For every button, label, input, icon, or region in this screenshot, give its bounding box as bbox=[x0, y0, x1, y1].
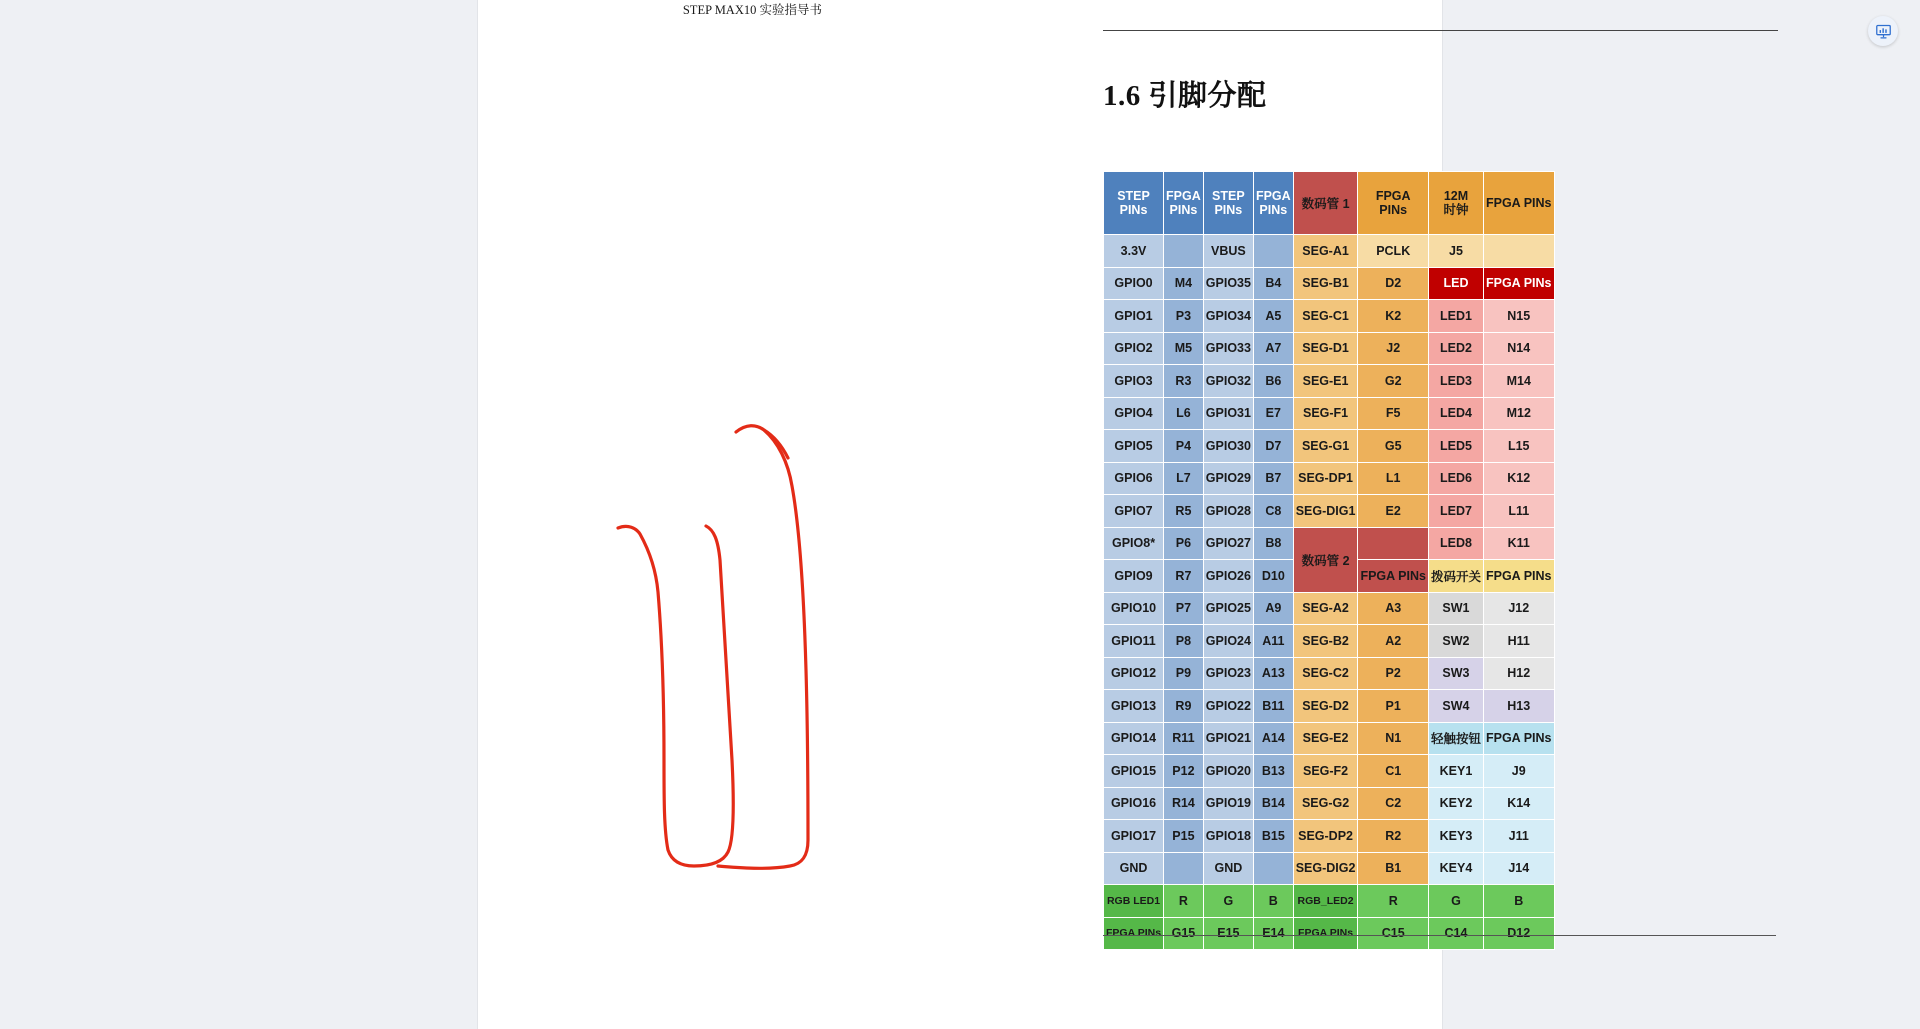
table-row bbox=[1104, 235, 1555, 268]
table-row bbox=[1104, 365, 1555, 398]
cell-fpga-pin: P12 bbox=[1164, 755, 1204, 788]
cell-fpga-pin: A2 bbox=[1358, 625, 1429, 658]
table-header-row bbox=[1104, 172, 1555, 235]
cell-led: LED3 bbox=[1428, 365, 1483, 398]
cell-seg: SEG-DIG2 bbox=[1293, 852, 1358, 885]
cell-digital-tube-2-label: 数码管 2 bbox=[1293, 527, 1358, 592]
cell-fpga-pin: N14 bbox=[1483, 332, 1554, 365]
cell-fpga-pin: L11 bbox=[1483, 495, 1554, 528]
cell-step-pin: GPIO27 bbox=[1203, 527, 1253, 560]
cell-seg: SEG-D1 bbox=[1293, 332, 1358, 365]
cell-switch-group-header: 拨码开关 bbox=[1428, 560, 1483, 593]
table-bottom-rule bbox=[1103, 935, 1776, 936]
cell-rgb-led1-label: RGB LED1 bbox=[1104, 885, 1164, 918]
page-title: 1.6 引脚分配 bbox=[1103, 80, 1267, 112]
cell-fpga-pin: C2 bbox=[1358, 787, 1429, 820]
document-page bbox=[478, 0, 1552, 1029]
cell-fpga-pin: L7 bbox=[1164, 462, 1204, 495]
cell-step-pin: GPIO10 bbox=[1104, 592, 1164, 625]
cell-fpga-pin: C15 bbox=[1358, 917, 1429, 950]
cell-key: KEY1 bbox=[1428, 755, 1483, 788]
cell-seg: SEG-G1 bbox=[1293, 430, 1358, 463]
header-divider bbox=[1103, 30, 1778, 31]
cell-fpga-pin: C8 bbox=[1253, 495, 1293, 528]
presentation-chart-icon bbox=[1875, 23, 1892, 40]
cell-switch: SW1 bbox=[1428, 592, 1483, 625]
cell-step-pin: GPIO4 bbox=[1104, 397, 1164, 430]
cell-step-pin: GND bbox=[1104, 852, 1164, 885]
cell-step-pin: GPIO19 bbox=[1203, 787, 1253, 820]
cell-fpga-pin: M4 bbox=[1164, 267, 1204, 300]
cell-step-pin: GPIO25 bbox=[1203, 592, 1253, 625]
cell-seg: SEG-DP2 bbox=[1293, 820, 1358, 853]
cell-step-pin: GPIO2 bbox=[1104, 332, 1164, 365]
table-row bbox=[1104, 430, 1555, 463]
cell-seg: SEG-C1 bbox=[1293, 300, 1358, 333]
cell-fpga-pin: A7 bbox=[1253, 332, 1293, 365]
cell-fpga-pin: R14 bbox=[1164, 787, 1204, 820]
page-header-text: STEP MAX10 实验指导书 bbox=[682, 3, 822, 17]
cell-fpga-pins-header: FPGA PINs bbox=[1483, 560, 1554, 593]
cell-step-pin: GPIO26 bbox=[1203, 560, 1253, 593]
cell-seg: SEG-E1 bbox=[1293, 365, 1358, 398]
cell-fpga-pin: G15 bbox=[1164, 917, 1204, 950]
table-row bbox=[1104, 885, 1555, 918]
cell-fpga-pin: E14 bbox=[1253, 917, 1293, 950]
cell-fpga-pin: E15 bbox=[1203, 917, 1253, 950]
cell-step-pin: GPIO32 bbox=[1203, 365, 1253, 398]
cell-fpga-pins-header: FPGA PINs bbox=[1483, 267, 1554, 300]
cell-fpga-pin: P8 bbox=[1164, 625, 1204, 658]
pin-assignment-table bbox=[1103, 171, 1555, 950]
cell-step-pin: VBUS bbox=[1203, 235, 1253, 268]
table-row bbox=[1104, 657, 1555, 690]
cell-fpga-pin: B4 bbox=[1253, 267, 1293, 300]
cell-seg: SEG-E2 bbox=[1293, 722, 1358, 755]
table-row bbox=[1104, 787, 1555, 820]
table-row bbox=[1104, 397, 1555, 430]
cell-rgb-channel: B bbox=[1483, 885, 1554, 918]
cell-seg: SEG-F2 bbox=[1293, 755, 1358, 788]
cell-fpga-pin: D2 bbox=[1358, 267, 1429, 300]
cell-clock: J5 bbox=[1428, 235, 1483, 268]
cell-rgb-led2-label: RGB_LED2 bbox=[1293, 885, 1358, 918]
cell-step-pin: GPIO15 bbox=[1104, 755, 1164, 788]
cell-fpga-pin: P7 bbox=[1164, 592, 1204, 625]
cell-fpga-pin: D10 bbox=[1253, 560, 1293, 593]
header-cell-digital-tube-1: 数码管 1 bbox=[1293, 172, 1358, 235]
header-cell-fpga-pins-3: FPGA PINs bbox=[1358, 172, 1429, 235]
cell-fpga-pin: L6 bbox=[1164, 397, 1204, 430]
table-row bbox=[1104, 755, 1555, 788]
cell-led: LED1 bbox=[1428, 300, 1483, 333]
cell-key: KEY3 bbox=[1428, 820, 1483, 853]
cell-step-pin: GPIO0 bbox=[1104, 267, 1164, 300]
cell-step-pin: GPIO12 bbox=[1104, 657, 1164, 690]
cell-fpga-pin: H13 bbox=[1483, 690, 1554, 723]
table-row bbox=[1104, 625, 1555, 658]
table-row bbox=[1104, 722, 1555, 755]
cell-seg: SEG-C2 bbox=[1293, 657, 1358, 690]
cell-seg: SEG-DIG1 bbox=[1293, 495, 1358, 528]
cell-fpga-pin: B7 bbox=[1253, 462, 1293, 495]
cell-fpga-pin: N15 bbox=[1483, 300, 1554, 333]
cell-step-pin: GPIO6 bbox=[1104, 462, 1164, 495]
cell-step-pin: GPIO23 bbox=[1203, 657, 1253, 690]
cell-fpga-pin: P15 bbox=[1164, 820, 1204, 853]
cell-fpga-pin: A13 bbox=[1253, 657, 1293, 690]
cell-fpga-pin: H12 bbox=[1483, 657, 1554, 690]
cell-fpga-pin: A3 bbox=[1358, 592, 1429, 625]
cell-step-pin: GPIO18 bbox=[1203, 820, 1253, 853]
cell-led: LED8 bbox=[1428, 527, 1483, 560]
cell-step-pin: GPIO11 bbox=[1104, 625, 1164, 658]
cell-step-pin: GPIO16 bbox=[1104, 787, 1164, 820]
cell-key-group-header: 轻触按钮 bbox=[1428, 722, 1483, 755]
cell-fpga-pin: K2 bbox=[1358, 300, 1429, 333]
cell-fpga-pin: K12 bbox=[1483, 462, 1554, 495]
cell-fpga-pin: R5 bbox=[1164, 495, 1204, 528]
cell-fpga-pin: D7 bbox=[1253, 430, 1293, 463]
cell-step-pin: GPIO30 bbox=[1203, 430, 1253, 463]
cell-switch: SW4 bbox=[1428, 690, 1483, 723]
cell-fpga-pin: J12 bbox=[1483, 592, 1554, 625]
table-row bbox=[1104, 820, 1555, 853]
cell-fpga-pin: P6 bbox=[1164, 527, 1204, 560]
cell-fpga-pin: P3 bbox=[1164, 300, 1204, 333]
header-cell-fpga-pins-4: FPGA PINs bbox=[1483, 172, 1554, 235]
cell-fpga-pin bbox=[1164, 235, 1204, 268]
cell-fpga-pin: P9 bbox=[1164, 657, 1204, 690]
cell-led: LED5 bbox=[1428, 430, 1483, 463]
table-row bbox=[1104, 267, 1555, 300]
cell-fpga-pin: B15 bbox=[1253, 820, 1293, 853]
cell-fpga-pin bbox=[1164, 852, 1204, 885]
cell-fpga-pin: K14 bbox=[1483, 787, 1554, 820]
header-cell-12m-clock: 12M 时钟 bbox=[1428, 172, 1483, 235]
cell-fpga-pin bbox=[1253, 235, 1293, 268]
cell-step-pin: GPIO34 bbox=[1203, 300, 1253, 333]
cell-fpga-pin: E2 bbox=[1358, 495, 1429, 528]
table-row bbox=[1104, 462, 1555, 495]
cell-step-pin: GPIO8* bbox=[1104, 527, 1164, 560]
cell-step-pin: GPIO7 bbox=[1104, 495, 1164, 528]
cell-step-pin: GPIO29 bbox=[1203, 462, 1253, 495]
table-row bbox=[1104, 592, 1555, 625]
cell-step-pin: GPIO22 bbox=[1203, 690, 1253, 723]
cell-key: KEY2 bbox=[1428, 787, 1483, 820]
cell-step-pin: GPIO1 bbox=[1104, 300, 1164, 333]
cell-seg: SEG-F1 bbox=[1293, 397, 1358, 430]
cell-fpga-pin: C1 bbox=[1358, 755, 1429, 788]
header-cell-fpga-pins-2: FPGA PINs bbox=[1253, 172, 1293, 235]
cell-fpga-pin: PCLK bbox=[1358, 235, 1429, 268]
cell-step-pin: GPIO9 bbox=[1104, 560, 1164, 593]
table-row bbox=[1104, 495, 1555, 528]
cell-led-group-header: LED bbox=[1428, 267, 1483, 300]
cell-seg: SEG-G2 bbox=[1293, 787, 1358, 820]
cell-rgb-channel: G bbox=[1428, 885, 1483, 918]
header-cell-step-pins-1: STEP PINs bbox=[1104, 172, 1164, 235]
cell-step-pin: GPIO20 bbox=[1203, 755, 1253, 788]
cell-rgb-channel: B bbox=[1253, 885, 1293, 918]
table-row bbox=[1104, 332, 1555, 365]
cell-fpga-pin bbox=[1483, 235, 1554, 268]
cell-led: LED7 bbox=[1428, 495, 1483, 528]
table-row bbox=[1104, 527, 1555, 560]
cell-fpga-pin: C14 bbox=[1428, 917, 1483, 950]
cell-step-pin: GND bbox=[1203, 852, 1253, 885]
table-row bbox=[1104, 852, 1555, 885]
header-cell-step-pins-2: STEP PINs bbox=[1203, 172, 1253, 235]
cell-rgb-channel: R bbox=[1164, 885, 1204, 918]
cell-led: LED2 bbox=[1428, 332, 1483, 365]
cell-fpga-pin: M5 bbox=[1164, 332, 1204, 365]
cell-fpga-pin: J14 bbox=[1483, 852, 1554, 885]
cell-step-pin: GPIO35 bbox=[1203, 267, 1253, 300]
cell-fpga-pin: P1 bbox=[1358, 690, 1429, 723]
cell-fpga-pin: R11 bbox=[1164, 722, 1204, 755]
cell-fpga-pin: R3 bbox=[1164, 365, 1204, 398]
cell-step-pin: GPIO21 bbox=[1203, 722, 1253, 755]
cell-fpga-pin: R9 bbox=[1164, 690, 1204, 723]
cell-fpga-pin: B14 bbox=[1253, 787, 1293, 820]
cell-fpga-pin: M14 bbox=[1483, 365, 1554, 398]
cell-fpga-pin: P2 bbox=[1358, 657, 1429, 690]
cell-fpga-pin: D12 bbox=[1483, 917, 1554, 950]
cell-fpga-pin: J2 bbox=[1358, 332, 1429, 365]
cell-seg: SEG-A2 bbox=[1293, 592, 1358, 625]
cell-fpga-pin: J11 bbox=[1483, 820, 1554, 853]
cell-fpga-pins-upper bbox=[1358, 527, 1429, 560]
cell-fpga-pin: B6 bbox=[1253, 365, 1293, 398]
cell-fpga-pin: L1 bbox=[1358, 462, 1429, 495]
cell-fpga-pin: N1 bbox=[1358, 722, 1429, 755]
cell-seg: SEG-B1 bbox=[1293, 267, 1358, 300]
cell-fpga-pin: A14 bbox=[1253, 722, 1293, 755]
cell-step-pin: GPIO31 bbox=[1203, 397, 1253, 430]
cell-fpga-pin: R2 bbox=[1358, 820, 1429, 853]
cell-fpga-pin: F5 bbox=[1358, 397, 1429, 430]
cell-rgb-channel: G bbox=[1203, 885, 1253, 918]
cell-fpga-pin: R7 bbox=[1164, 560, 1204, 593]
presentation-mode-button[interactable] bbox=[1868, 16, 1898, 46]
cell-fpga-pin: B13 bbox=[1253, 755, 1293, 788]
cell-fpga-pin: B1 bbox=[1358, 852, 1429, 885]
cell-fpga-pin: E7 bbox=[1253, 397, 1293, 430]
cell-fpga-pin: J9 bbox=[1483, 755, 1554, 788]
cell-step-pin: 3.3V bbox=[1104, 235, 1164, 268]
cell-step-pin: GPIO3 bbox=[1104, 365, 1164, 398]
cell-led: LED4 bbox=[1428, 397, 1483, 430]
cell-fpga-pin: A5 bbox=[1253, 300, 1293, 333]
cell-step-pin: GPIO5 bbox=[1104, 430, 1164, 463]
cell-fpga-pin: G5 bbox=[1358, 430, 1429, 463]
cell-switch: SW3 bbox=[1428, 657, 1483, 690]
header-cell-fpga-pins-1: FPGA PINs bbox=[1164, 172, 1204, 235]
cell-step-pin: GPIO24 bbox=[1203, 625, 1253, 658]
table-row bbox=[1104, 300, 1555, 333]
cell-switch: SW2 bbox=[1428, 625, 1483, 658]
cell-seg: SEG-B2 bbox=[1293, 625, 1358, 658]
cell-fpga-pins-label: FPGA PINs bbox=[1104, 917, 1164, 950]
cell-fpga-pin: B8 bbox=[1253, 527, 1293, 560]
cell-seg: SEG-DP1 bbox=[1293, 462, 1358, 495]
table-row bbox=[1104, 690, 1555, 723]
cell-fpga-pin: G2 bbox=[1358, 365, 1429, 398]
cell-fpga-pin: P4 bbox=[1164, 430, 1204, 463]
cell-seg: SEG-A1 bbox=[1293, 235, 1358, 268]
cell-fpga-pin: M12 bbox=[1483, 397, 1554, 430]
cell-step-pin: GPIO28 bbox=[1203, 495, 1253, 528]
cell-fpga-pins-header: FPGA PINs bbox=[1483, 722, 1554, 755]
cell-step-pin: GPIO33 bbox=[1203, 332, 1253, 365]
cell-fpga-pin: A9 bbox=[1253, 592, 1293, 625]
cell-fpga-pin: B11 bbox=[1253, 690, 1293, 723]
table-row bbox=[1104, 917, 1555, 950]
cell-fpga-pins-label: FPGA PINs bbox=[1358, 560, 1429, 593]
cell-step-pin: GPIO13 bbox=[1104, 690, 1164, 723]
cell-led: LED6 bbox=[1428, 462, 1483, 495]
cell-step-pin: GPIO17 bbox=[1104, 820, 1164, 853]
cell-key: KEY4 bbox=[1428, 852, 1483, 885]
cell-seg: SEG-D2 bbox=[1293, 690, 1358, 723]
cell-rgb-channel: R bbox=[1358, 885, 1429, 918]
cell-fpga-pin: H11 bbox=[1483, 625, 1554, 658]
cell-fpga-pin bbox=[1253, 852, 1293, 885]
cell-fpga-pin: L15 bbox=[1483, 430, 1554, 463]
cell-fpga-pin: A11 bbox=[1253, 625, 1293, 658]
cell-fpga-pin: K11 bbox=[1483, 527, 1554, 560]
cell-fpga-pins-label: FPGA PINs bbox=[1293, 917, 1358, 950]
cell-step-pin: GPIO14 bbox=[1104, 722, 1164, 755]
